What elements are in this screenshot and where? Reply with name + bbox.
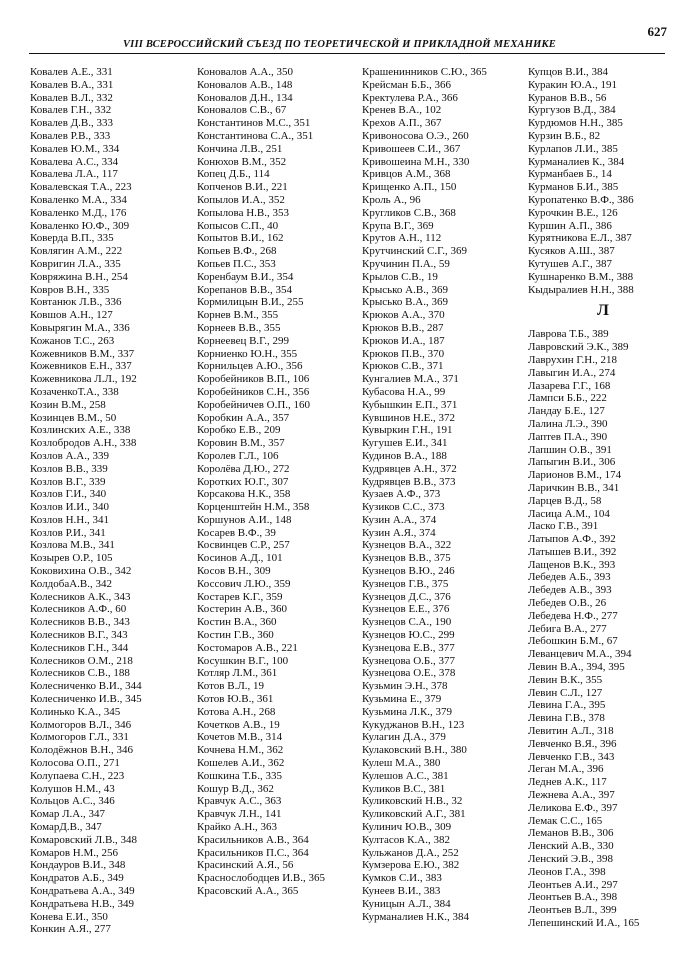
index-entry: Коковихина О.В., 342 (30, 565, 132, 578)
index-entry: Коршунов А.И., 148 (197, 513, 292, 526)
index-entry: Лапшин О.В., 391 (528, 443, 612, 456)
index-entry: Косинов А.Д., 101 (197, 552, 283, 565)
index-entry: Коробейников С.Н., 356 (197, 385, 310, 398)
index-entry: Колушов Н.М., 43 (30, 782, 115, 795)
index-entry: Колесников С.В., 188 (30, 667, 130, 680)
index-entry: Кругликов С.В., 368 (362, 206, 456, 219)
index-entry: Колесников А.К., 343 (30, 590, 131, 603)
index-entry: Кривцов А.М., 368 (362, 168, 451, 181)
index-entry: Ковалев Д.В., 333 (30, 117, 113, 130)
index-entry: Коваленко Ю.Ф., 309 (30, 219, 130, 232)
index-entry: Левитин А.Л., 318 (528, 725, 614, 738)
index-entry: Козлов Р.И., 341 (30, 526, 106, 539)
index-entry: Кусяков А.Ш., 387 (528, 245, 615, 258)
index-entry: Кувыркин Г.Н., 191 (362, 424, 453, 437)
index-entry: Коренбаум В.И., 354 (197, 270, 294, 283)
index-entry: Кузнецов Е.Е., 376 (362, 603, 450, 616)
index-entry: Кузин А.Я., 374 (362, 526, 436, 539)
index-entry: Кожевников Е.Н., 337 (30, 360, 132, 373)
page-number: 627 (647, 24, 667, 39)
index-entry: Ковшов А.Н., 127 (30, 309, 113, 322)
index-entry: Крейсман Б.Б., 366 (362, 78, 452, 91)
index-entry: Кубышкин Е.П., 371 (362, 398, 458, 411)
index-entry: Кузнецов В.Ю., 246 (362, 565, 455, 578)
index-entry: Корепанов В.В., 354 (197, 283, 292, 296)
index-entry: Крюков С.В., 371 (362, 360, 444, 373)
header-rule (29, 53, 665, 54)
index-entry: Левина Г.В., 378 (528, 712, 605, 725)
index-entry: Куликовский А.Г., 381 (362, 808, 466, 821)
index-entry: Коваленко М.А., 334 (30, 193, 127, 206)
index-entry: Котов В.Л., 19 (197, 680, 265, 693)
index-entry: Колмогоров Г.Л., 331 (30, 731, 129, 744)
index-entry: Колмогоров В.Л., 346 (30, 718, 132, 731)
index-entry: Курятникова Е.Л., 387 (528, 232, 632, 245)
index-entry: Леонтьев А.И., 297 (528, 878, 618, 891)
index-entry: Крюков А.А., 370 (362, 309, 445, 322)
index-entry: Корсакова Н.К., 358 (197, 488, 291, 501)
index-entry: Лебедев А.В., 393 (528, 584, 612, 597)
index-entry: Козлов А.А., 339 (30, 449, 109, 462)
index-entry: Копченов В.И., 221 (197, 181, 288, 194)
index-entry: Ковалева А.С., 334 (30, 155, 119, 168)
index-entry: Леонтьев В.Л., 399 (528, 904, 617, 917)
index-entry: Колодёжнов В.Н., 346 (30, 744, 134, 757)
index-entry: Коссович Л.Ю., 359 (197, 577, 291, 590)
page-header (0, 0, 679, 50)
index-entry: Лавыгин И.А., 274 (528, 366, 616, 379)
index-entry: Лапыгин В.И., 306 (528, 456, 616, 469)
index-entry: Колесниченко В.И., 344 (30, 680, 142, 693)
index-entry: Кузнецова О.Б., 377 (362, 654, 455, 667)
index-entry: Кузаев А.Ф., 373 (362, 488, 441, 501)
index-entry: Кузнецов Ю.С., 299 (362, 629, 455, 642)
index-entry: Колесниченко И.В., 345 (30, 693, 142, 706)
index-entry: Косушкин В.Г., 100 (197, 654, 289, 667)
index-entry: Крылов С.В., 19 (362, 270, 438, 283)
index-entry: Крюков П.В., 370 (362, 347, 445, 360)
index-entry: Кулешов А.С., 381 (362, 769, 449, 782)
index-entry: Копец Д.Б., 114 (197, 168, 270, 181)
index-entry: Коверда В.П., 335 (30, 232, 114, 245)
index-entry: Козлов В.Г., 339 (30, 475, 106, 488)
index-entry: Коваленко М.Д., 176 (30, 206, 127, 219)
index-entry: Лебошкин Б.М., 67 (528, 635, 618, 648)
index-entry: Лебедев О.В., 26 (528, 597, 607, 610)
index-entry: Косвинцев С.Р., 257 (197, 539, 290, 552)
index-entry: Козлобродов А.Н., 338 (30, 437, 137, 450)
index-entry: Ковалева Л.А., 117 (30, 168, 118, 181)
index-entry: Кумков С.И., 383 (362, 872, 442, 885)
index-entry: Котляр Л.М., 361 (197, 667, 278, 680)
index-entry: Крюков В.В., 287 (362, 321, 444, 334)
index-entry: Ковалев В.Л., 332 (30, 91, 113, 104)
index-entry: Королёва Д.Ю., 272 (197, 462, 290, 475)
index-entry: Кувшинов Н.Е., 372 (362, 411, 456, 424)
index-entry: Куликовский Н.В., 32 (362, 795, 463, 808)
index-entry: Копытов В.И., 162 (197, 232, 284, 245)
index-entry: Коновалов С.В., 67 (197, 104, 287, 117)
index-entry: Кошелев А.И., 362 (197, 757, 285, 770)
index-entry: Кравчук А.С., 363 (197, 795, 282, 808)
index-entry: Лавровский Э.К., 389 (528, 341, 629, 354)
index-entry: Копысов С.П., 40 (197, 219, 279, 232)
index-entry: Колинько К.А., 345 (30, 705, 121, 718)
index-entry: Красовский А.А., 365 (197, 885, 299, 897)
index-entry: Куропатенко В.Ф., 386 (528, 193, 634, 206)
index-entry: Комаров Н.М., 256 (30, 846, 119, 859)
index-entry: Кузнецов Г.В., 375 (362, 577, 449, 590)
index-entry: Козлов Н.Н., 341 (30, 513, 109, 526)
index-entry: Леликова Е.Ф., 397 (528, 801, 618, 814)
index-entry: Ленский Э.В., 398 (528, 853, 614, 866)
index-entry: Кулинич Ю.В., 309 (362, 821, 452, 834)
index-entry: Кузин А.А., 374 (362, 513, 437, 526)
index-entry: Костин В.А., 360 (197, 616, 277, 629)
index-entry: Колесников А.Ф., 60 (30, 603, 127, 616)
index-entry: Кручинин П.А., 59 (362, 257, 450, 270)
index-entry: Костерин А.В., 360 (197, 603, 287, 616)
index-entry: Куранов В.В., 56 (528, 91, 607, 104)
index-entry: Кугушев Е.И., 341 (362, 437, 448, 450)
index-entry: Константинова С.А., 351 (197, 129, 314, 142)
index-entry: Косов В.Н., 309 (197, 565, 271, 578)
index-entry: Левин В.К., 355 (528, 673, 603, 686)
index-entry: Курочкин В.Е., 126 (528, 206, 618, 219)
index-entry: Леванцевич М.А., 394 (528, 648, 632, 661)
index-entry: Колупаева С.Н., 223 (30, 769, 125, 782)
index-entry: Ковригин Л.А., 335 (30, 257, 121, 270)
index-entry: Кончина Л.В., 251 (197, 142, 283, 155)
index-entry: Крищенко А.П., 150 (362, 181, 457, 194)
index-entry: Козырев О.Р., 105 (30, 552, 113, 565)
index-entry: Леонтьев В.А., 398 (528, 891, 618, 904)
index-entry: Кольцов А.С., 346 (30, 795, 115, 808)
index-entry: Колесников О.М., 218 (30, 654, 133, 667)
index-entry: Кутушев А.Г., 387 (528, 257, 613, 270)
index-entry: Красинский А.Я., 56 (197, 859, 294, 872)
index-entry: Купцов В.И., 384 (528, 66, 609, 78)
index-entry: Левченко Г.В., 343 (528, 750, 615, 763)
index-entry: Козинцев В.М., 50 (30, 411, 117, 424)
index-entry: Куракин Ю.А., 191 (528, 78, 618, 91)
index-entry: Коновалов А.А., 350 (197, 66, 294, 78)
index-entry: Козин В.М., 258 (30, 398, 106, 411)
index-entry: Лемак С.С., 165 (528, 814, 603, 827)
index-entry: Кудрявцев В.В., 373 (362, 475, 456, 488)
index-entry: Кошур В.Д., 362 (197, 782, 274, 795)
index-entry: Кузьмина Л.К., 379 (362, 705, 453, 718)
index-entry: Лампси Б.Б., 222 (528, 392, 607, 405)
index-entry: Конкин А.Я., 277 (30, 923, 111, 936)
index-entry: Култасов К.А., 382 (362, 833, 450, 846)
index-entry: Лаврова Т.Б., 389 (528, 328, 609, 341)
index-entry: Кривошеина М.Н., 330 (362, 155, 470, 168)
index-entry: Красильников П.С., 364 (197, 846, 309, 859)
index-entry: Латыпов А.Ф., 392 (528, 533, 616, 546)
index-entry: Корценштейн Н.М., 358 (197, 501, 310, 514)
index-entry: Красильников А.В., 364 (197, 833, 309, 846)
index-entry: Кулеш М.А., 380 (362, 757, 441, 770)
index-entry: Костомаров А.В., 221 (197, 641, 298, 654)
index-entry: Кондратов А.Б., 349 (30, 872, 124, 885)
index-entry: Кривоносова О.Э., 260 (362, 129, 469, 142)
index-entry: Козлинских А.Е., 338 (30, 424, 131, 437)
index-entry: Ларичкин В.В., 341 (528, 481, 620, 494)
index-entry: Колесников В.Г., 343 (30, 629, 128, 642)
index-entry: Кожанов Т.С., 263 (30, 334, 115, 347)
index-entry: Коробейничев О.П., 160 (197, 398, 311, 411)
index-entry: Коробко Е.В., 209 (197, 424, 281, 437)
index-entry: Ласица А.М., 104 (528, 507, 610, 520)
index-entry: Курманалиев Н.К., 384 (362, 910, 469, 923)
index-entry: Копылова Н.В., 353 (197, 206, 290, 219)
index-entry: Лаптев П.А., 390 (528, 430, 608, 443)
index-entry: Кушнаренко В.М., 388 (528, 270, 634, 283)
index-entry: Косарев В.Ф., 39 (197, 526, 276, 539)
index-entry: Ковалев В.А., 331 (30, 78, 114, 91)
index-entry: Кумзерова Е.Ю., 382 (362, 859, 460, 872)
index-entry: Котова А.Н., 268 (197, 705, 276, 718)
index-entry: Леган М.А., 396 (528, 763, 604, 776)
index-entry: Лебедева Н.Ф., 277 (528, 609, 618, 622)
index-entry: Куницын А.Л., 384 (362, 897, 451, 910)
index-entry: Коновалов Д.Н., 134 (197, 91, 293, 104)
index-entry: Копьев В.Ф., 268 (197, 245, 277, 258)
index-entry: Корнеевец В.Г., 299 (197, 334, 290, 347)
index-entry: Леонов Г.А., 398 (528, 865, 606, 878)
index-entry: Константинов М.С., 351 (197, 117, 311, 130)
index-entry: Ландау Б.Е., 127 (528, 405, 605, 418)
index-entry: Кошкина Т.Б., 335 (197, 769, 282, 782)
index-entry: Леманов В.В., 306 (528, 827, 614, 840)
index-entry: Комар Л.А., 347 (30, 808, 106, 821)
index-entry: Кукуджанов В.Н., 123 (362, 718, 465, 731)
index-entry: Крысько А.В., 369 (362, 283, 448, 296)
index-entry: Латышев В.И., 392 (528, 545, 617, 558)
index-entry: Крашенинников С.Ю., 365 (362, 66, 487, 78)
index-entry: Кузнецов В.А., 322 (362, 539, 452, 552)
index-entry: Ковалев Г.Н., 332 (30, 104, 112, 117)
index-entry: Коровин В.М., 357 (197, 437, 285, 450)
index-entry: Костарев К.Г., 359 (197, 590, 283, 603)
index-entry: Кормилицын В.И., 255 (197, 296, 304, 309)
index-entry: Колесников Г.Н., 344 (30, 641, 129, 654)
index-entry: Кубасова Н.А., 99 (362, 385, 446, 398)
index-entry: Кочнева Н.М., 362 (197, 744, 284, 757)
index-entry: Козлов В.В., 339 (30, 462, 108, 475)
index-entry: Кунеев В.И., 383 (362, 885, 441, 897)
index-entry: Козлова М.В., 341 (30, 539, 115, 552)
index-entry: Кузнецов В.В., 375 (362, 552, 451, 565)
index-column-3 (362, 66, 512, 923)
index-entry: Ковалев Р.В., 333 (30, 129, 111, 142)
index-entry: Кузьмина Е., 379 (362, 693, 442, 706)
index-entry: Лазарева Г.Г., 168 (528, 379, 611, 392)
index-entry: Леднев А.К., 117 (528, 776, 607, 789)
index-entry: Корнеев В.В., 355 (197, 321, 281, 334)
index-entry: Ковлягин А.М., 222 (30, 245, 123, 258)
index-entry: Кривошеев С.И., 367 (362, 142, 461, 155)
section-letter: Л (597, 302, 609, 320)
index-entry: Ласко Г.В., 391 (528, 520, 599, 533)
index-entry: Кузьмин Э.Н., 378 (362, 680, 448, 693)
index-entry: Кургузов В.Д., 384 (528, 104, 616, 117)
index-entry: Ковряжина В.Н., 254 (30, 270, 128, 283)
index-entry: Кочетов М.В., 314 (197, 731, 283, 744)
index-entry: Левин С.Л., 127 (528, 686, 603, 699)
index-entry: Коновалов А.В., 148 (197, 78, 293, 91)
index-entry: Кректулева Р.А., 366 (362, 91, 458, 104)
index-entry: Кожевников В.М., 337 (30, 347, 135, 360)
index-entry: Куршин А.П., 386 (528, 219, 612, 232)
index-entry: Кроль А., 96 (362, 193, 421, 206)
index-entry: Крехов А.П., 367 (362, 117, 442, 130)
index-entry: Кондратьева Н.В., 349 (30, 897, 135, 910)
index-entry: Левина Г.А., 395 (528, 699, 606, 712)
index-entry: Краснослободцев И.В., 365 (197, 872, 326, 885)
index-entry: Ковалев Ю.М., 334 (30, 142, 120, 155)
index-entry: Корниенко Ю.Н., 355 (197, 347, 298, 360)
index-entry: Корнев В.М., 355 (197, 309, 279, 322)
index-entry: Крутов А.Н., 112 (362, 232, 442, 245)
index-entry: Копьев П.С., 353 (197, 257, 276, 270)
index-entry: Коробейников В.П., 106 (197, 373, 310, 386)
index-entry: Козлов И.И., 340 (30, 501, 109, 514)
index-entry: Левченко В.Я., 396 (528, 737, 617, 750)
index-entry: Курлапов Л.И., 385 (528, 142, 618, 155)
index-entry: КомарД.В., 347 (30, 821, 102, 834)
index-entry: Курманов Б.И., 385 (528, 181, 619, 194)
index-entry: Ленский А.В., 330 (528, 840, 614, 853)
index-entry: Лаврухин Г.Н., 218 (528, 353, 617, 366)
index-entry: Кыдыралиев Н.Н., 388 (528, 283, 634, 296)
index-entry: Курманбаев Б., 14 (528, 168, 612, 181)
index-entry: Курманалиев К., 384 (528, 155, 625, 168)
index-column-2 (197, 66, 347, 898)
index-entry: Крайко А.Н., 363 (197, 821, 278, 834)
index-entry: Копылов И.А., 352 (197, 193, 285, 206)
index-entry: Левин В.А., 394, 395 (528, 661, 625, 674)
index-entry: Кудинов В.А., 188 (362, 449, 447, 462)
index-entry: Конева Е.И., 350 (30, 910, 108, 923)
index-entry: Кузнецова О.Е., 378 (362, 667, 456, 680)
index-entry: Колесников В.В., 343 (30, 616, 130, 629)
index-column-1 (30, 66, 180, 936)
index-entry: Крюков И.А., 187 (362, 334, 445, 347)
index-entry: Кунгалиев М.А., 371 (362, 373, 459, 386)
index-entry: Лепешинский И.А., 165 (528, 917, 640, 929)
index-entry: Ковтанюк Л.В., 336 (30, 296, 122, 309)
index-entry: Котов Ю.В., 361 (197, 693, 274, 706)
index-entry: Комаровский Л.В., 348 (30, 833, 138, 846)
index-entry: Коробкин А.А., 357 (197, 411, 290, 424)
running-title: VIII ВСЕРОССИЙСКИЙ СЪЕЗД ПО ТЕОРЕТИЧЕСКОЙ И ПРИКЛАДНОЙ МЕХАНИКЕ (122, 39, 557, 50)
index-entry: Ларионов В.М., 174 (528, 469, 622, 482)
index-entry: Кузиков С.С., 373 (362, 501, 445, 514)
index-entry: Конюхов В.М., 352 (197, 155, 287, 168)
index-entry: Крупа В.Г., 369 (362, 219, 434, 232)
index-entry: Корнильцев А.Ю., 356 (197, 360, 303, 373)
index-entry: Кулаковский В.Н., 380 (362, 744, 467, 757)
index-entry: Кудрявцев А.Н., 372 (362, 462, 457, 475)
index-entry: Кондратьева А.А., 349 (30, 885, 135, 897)
index-entry: Кузнецов Д.С., 376 (362, 590, 451, 603)
index-entry: Кожевникова Л.Л., 192 (30, 373, 137, 386)
index-entry: Лалина Л.Э., 390 (528, 417, 608, 430)
index-entry: Ковалев А.Е., 331 (30, 66, 113, 78)
index-entry: Коротких Ю.Г., 307 (197, 475, 289, 488)
index-entry: Курзин В.Б., 82 (528, 129, 601, 142)
index-entry: Крысько В.А., 369 (362, 296, 448, 309)
index-entry: Лебедев А.Б., 393 (528, 571, 611, 584)
index-entry: Костин Г.В., 360 (197, 629, 274, 642)
index-entry: Колосова О.П., 271 (30, 757, 120, 770)
index-column-4 (528, 66, 678, 930)
index-entry: Кренев В.А., 102 (362, 104, 442, 117)
index-entry: КолдобаА.В., 342 (30, 577, 112, 590)
index-entry: Крутчинский С.Г., 369 (362, 245, 468, 258)
index-entry: Королев Г.Л., 106 (197, 449, 279, 462)
index-entry: Ковров В.Н., 335 (30, 283, 110, 296)
index-entry: Кочетков А.В., 19 (197, 718, 280, 731)
index-entry: Курдюмов Н.Н., 385 (528, 117, 623, 130)
index-entry: Кулагин Д.А., 379 (362, 731, 446, 744)
index-entry: Кравчук Л.Н., 141 (197, 808, 282, 821)
index-entry: КозаченкоТ.А., 338 (30, 385, 119, 398)
index-entry: Ковалевская Т.А., 223 (30, 181, 132, 194)
index-entry: Ларцев В.Д., 58 (528, 494, 602, 507)
index-entry: Кузнецов С.А., 190 (362, 616, 452, 629)
index-entry: Куликов В.С., 381 (362, 782, 446, 795)
index-entry: Кондауров В.И., 348 (30, 859, 126, 872)
index-entry: Кузнецова Е.В., 377 (362, 641, 455, 654)
index-entry: Лащенов В.К., 393 (528, 558, 616, 571)
index-entry: Лежнева А.А., 397 (528, 789, 615, 802)
index-entry: Козлов Г.И., 340 (30, 488, 107, 501)
index-entry: Кульжанов Д.А., 252 (362, 846, 459, 859)
index-entry: Ковырягин М.А., 336 (30, 321, 130, 334)
index-entry: Лебига В.А., 277 (528, 622, 607, 635)
